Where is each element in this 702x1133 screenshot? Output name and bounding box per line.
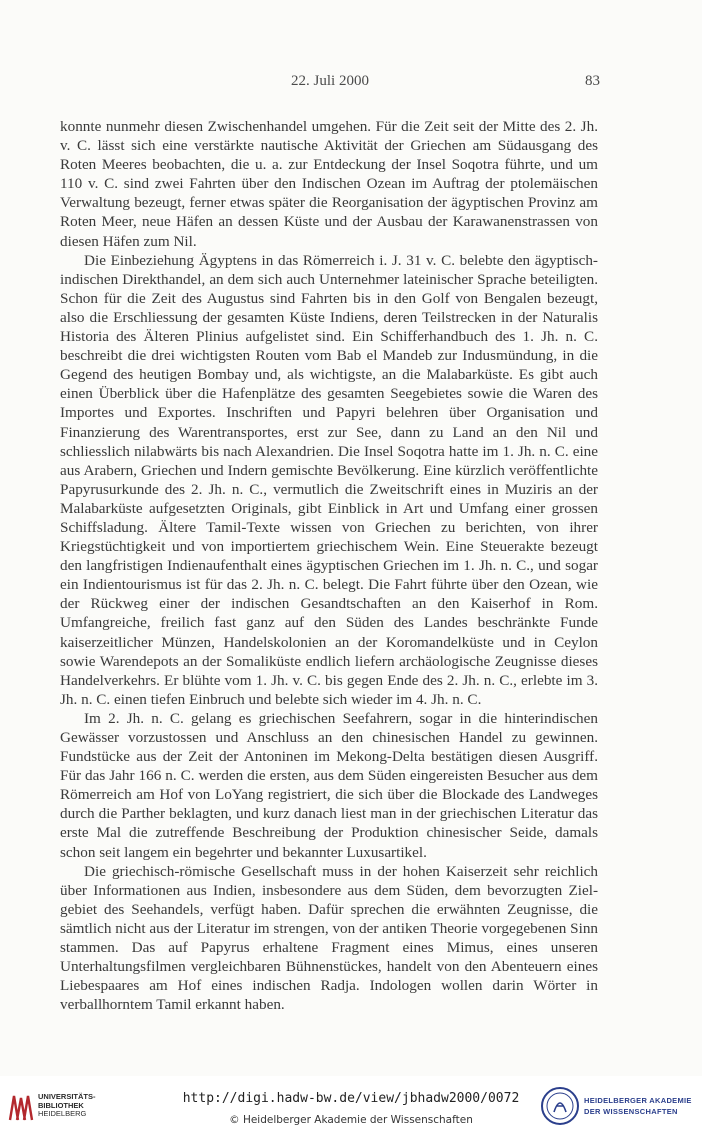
copyright-notice: © Heidelberger Akademie der Wissenschaften [229,1114,473,1126]
paragraph-4: Die griechisch-römische Gesellschaft muss in der hohen Kaiserzeit sehr reichlich über Informationen aus Indien, insbesondere aus dem Süden, dem bevorzugten Zielgebiet des Seehandels, verfügt haben. Dafür sprechen die erwähnten Zeugnisse, die sämtlich nicht aus der Literatur im strengen, von der antiken Theorie vorgegebenen Sinn stammen. Das auf Papyrus erhaltene Fragment eines Mimus, eines unseren Unterhaltungsfilmen vergleichbaren Bühnenstückes, handelt von den Abenteuern eines Liebespaares am Hof eines indischen Radja. Indologen wollen darin Wörter in verballhorntem Tamil erkannt haben. [60,862,599,1014]
paragraph-1: konnte nunmehr diesen Zwischenhandel umgehen. Für die Zeit seit der Mitte des 2. Jh. v. C. lässt sich eine verstärkte nautische Aktivität der Griechen am Südausgang des Roten Meeres beobachten, die u. a. zur Entdeckung der Insel Soqotra führte, und um 110 v. C. sind zwei Fahrten über den Indischen Ozean im Auftrag der ptolemäischen Verwaltung bezeugt, ferner etwas später die Reorganisation der ägyptischen Provinz am Roten Meer, neue Häfen an dessen Küste und der Ausbau der Karawanenstrassen von diesen Häfen zum Nil. [60,118,598,250]
page-number: 83 [585,73,600,89]
academy-logo[interactable] [540,1086,700,1126]
digitization-footer [0,1076,702,1133]
permalink-url[interactable]: http://digi.hadw-bw.de/view/jbhadw2000/0072 [182,1091,520,1106]
academy-seal-icon [540,1086,580,1126]
body-text [60,117,598,1014]
academy-logo-text: HEIDELBERGER AKADEMIE DER WISSENSCHAFTEN [584,1096,692,1116]
paragraph-3: Im 2. Jh. n. C. gelang es griechischen Seefahrern, sogar in die hinterindischen Gewässer vorzustossen und Anschluss an den chinesischen Handel zu gewinnen. Fundstücke aus der Zeit der Antoninen im Mekong-Delta bestätigen diesen Ausgriff. Für das Jahr 166 n. C. werden die ersten, aus dem Süden eingereisten Besucher aus dem Römerreich am Hof von LoYang registriert, die sich über die Blockade des Landweges durch die Parther beklagten, und kurz danach liest man in der griechischen Literatur das erste Mal die zutreffende Beschreibung der Produktion chinesischer Seide, damals schon seit langem ein begehrter und bekannter Luxusartikel. [60,709,598,861]
header-date: 22. Juli 2000 [291,73,369,89]
page-header [60,73,600,93]
paragraph-2: Die Einbeziehung Ägyptens in das Römerreich i. J. 31 v. C. belebte den ägyptisch-indischen Direkthandel, an dem sich auch Unternehmer lateinischer Sprache beteiligten. Schon für die Zeit des Augustus sind Fahrten bis in den Golf von Bengalen bezeugt, also die Erschliessung der gesamten Küste Indiens, deren Teilstrecken in der Naturalis Historia des Älteren Plinius aufgelistet sind. Ein Schifferhandbuch des 1. Jh. n. C. beschreibt die drei wichtigsten Routen vom Bab el Mandeb zur Indusmündung, in die Gegend des heutigen Bombay und, als wichtigste, an die Malabarküste. Es gibt auch einen Überblick über die Hafenplätze des gesamten Seegebietes sowie die Waren des Importes und Exportes. Inschriften und Papyri belehren über Organisation und Finanzierung des Warentransportes, erst zur See, dann zu Land an den Nil und schliesslich nilabwärts bis nach Alexandrien. Die Insel Soqotra hatte im 1. Jh. n. C. eine aus Arabern, Griechen und Indern gemischte Bevölkerung. Eine kürzlich veröffentlichte Papyrusurkunde des 2. Jh. n. C., vermutlich die Zweitschrift eines in Muziris an der Malabarküste aufgesetzten Originals, gibt Einblick in Art und Umfang einer grossen Schiffsladung. Ältere Tamil-Texte wissen von Griechen zu berichten, von ihrer Kriegstüchtigkeit und von importiertem griechischem Wein. Eine Steuerakte bezeugt den langfristigen Indienaufenthalt eines ägyptischen Griechen im 1. Jh. n. C., und sogar ein Indientourismus ist für das 2. Jh. n. C. belegt. Die Fahrt führte über den Ozean, wie der Rückweg einer der indischen Gesandtschaften an den Kaiserhof in Rom. Umfangreiche, freilich fast ganz auf den Süden des Landes beschränkte Funde kaiserzeitlicher Münzen, Handelskolonien an der Koromandelküste und in Ceylon sowie Warendepots an der Somaliküste endlich liefern archäologische Zeugnisse dieses Handelverkehrs. Er blühte vom 1. Jh. v. C. bis gegen Ende des 2. Jh. n. C., erlebte im 3. Jh. n. C. einen tiefen Einbruch und belebte sich wieder im 4. Jh. n. C. [60,251,598,708]
library-logo-text: UNIVERSITÄTS- BIBLIOTHEK HEIDELBERG [38,1092,96,1118]
